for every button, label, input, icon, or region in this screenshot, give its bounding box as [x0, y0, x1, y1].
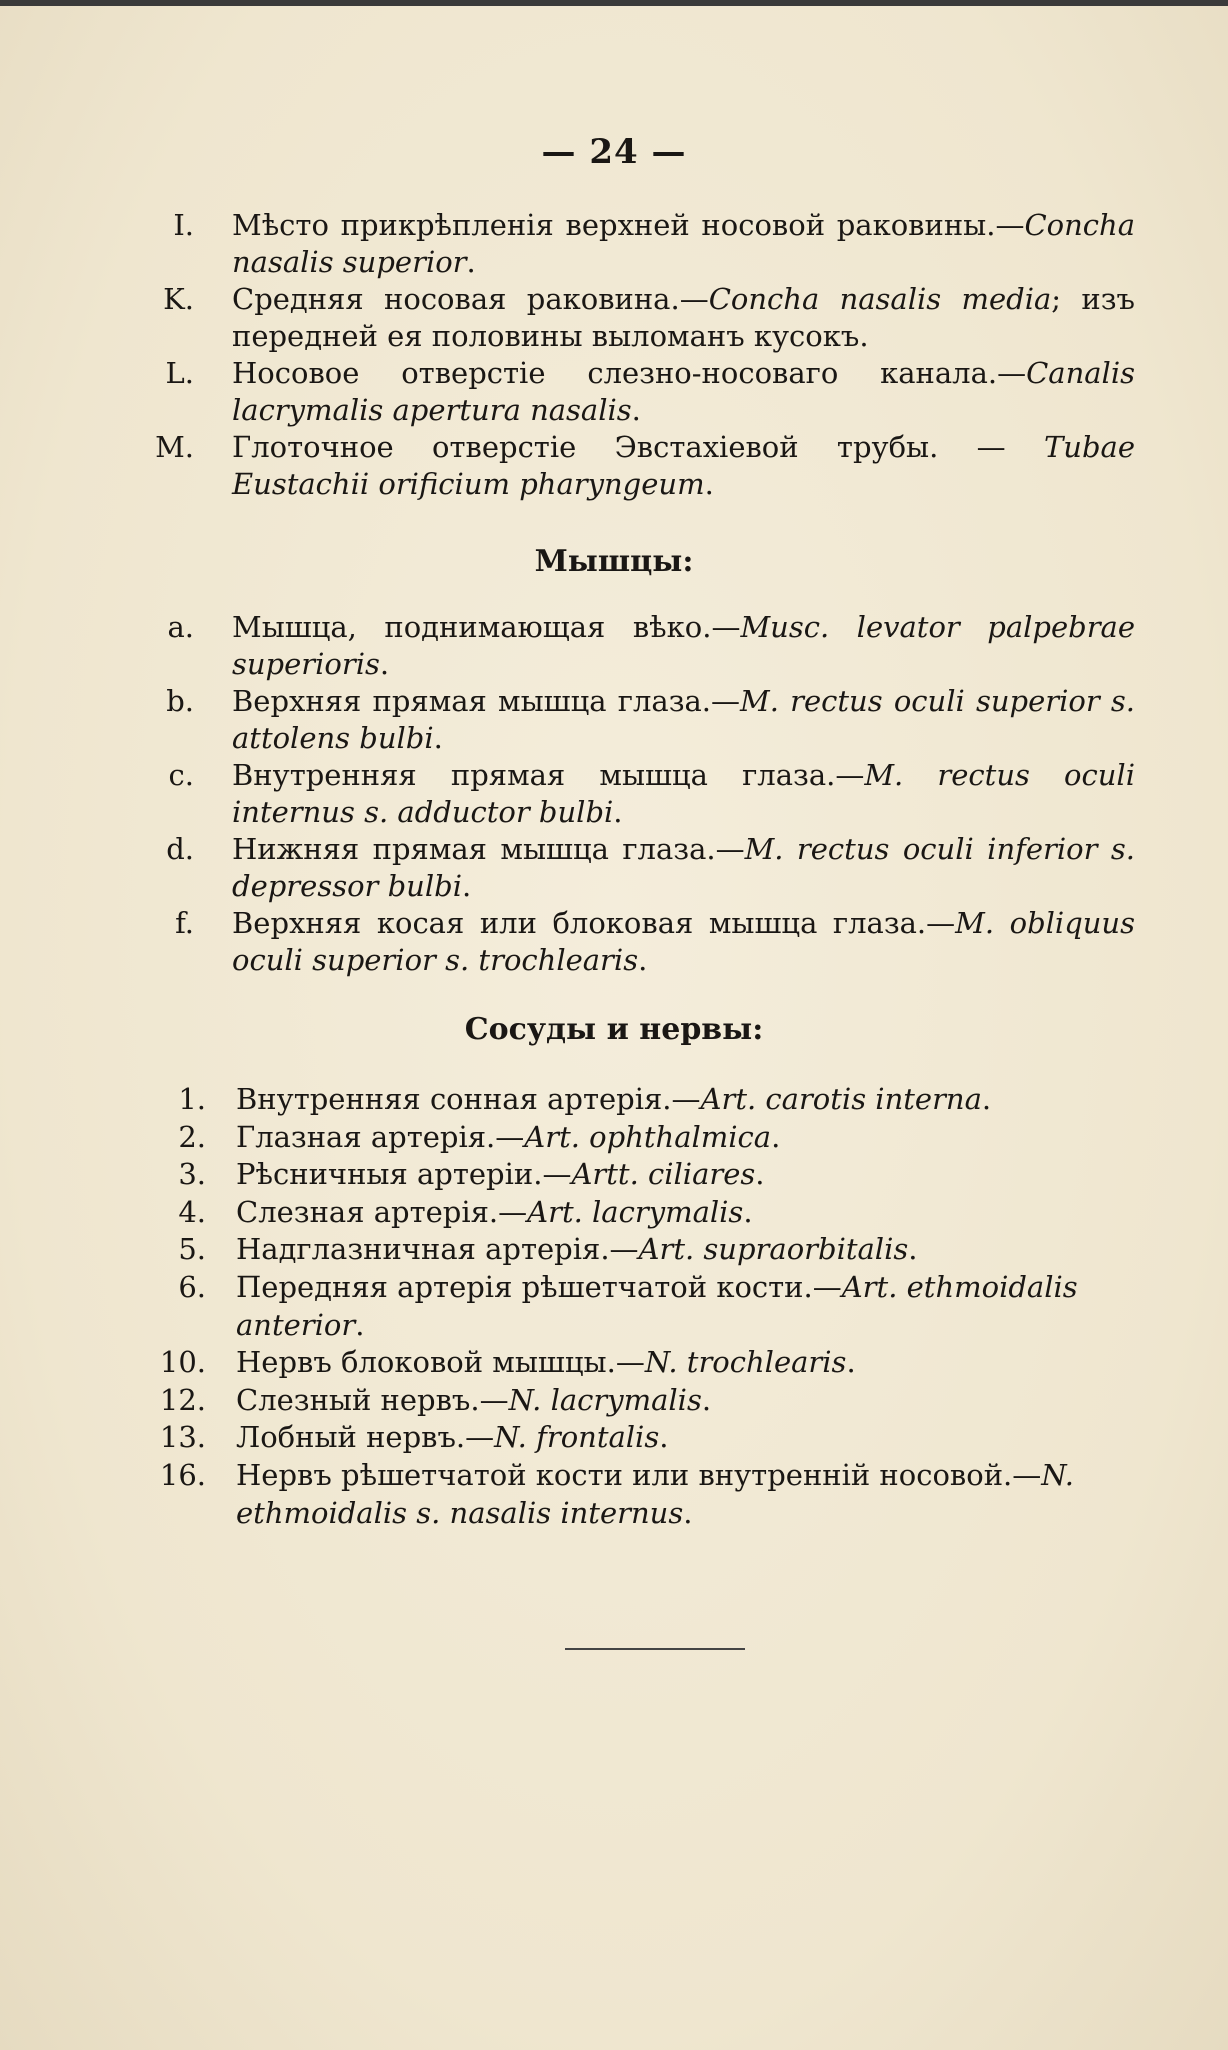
entry-text: [236, 1119, 1135, 1157]
entry-label: 2.: [178, 1119, 206, 1154]
entry-russian: Лобный нервъ.—: [236, 1420, 495, 1455]
entry-russian: Глазная артерія.—: [236, 1119, 525, 1154]
entry-tail: .: [981, 1082, 992, 1116]
entry-tail: .: [908, 1232, 918, 1267]
entry-label: 1.: [178, 1082, 206, 1116]
letter_entries-item: [150, 429, 1135, 503]
entry-text: [236, 1457, 1135, 1532]
entry-russian: Нервъ рѣшетчатой кости или внутренній носовой.—: [236, 1457, 1042, 1492]
entry-latin: Canalis lacrymalis apertura nasalis: [232, 356, 1135, 427]
entry-label: I.: [173, 208, 194, 242]
entry-text: [232, 355, 1135, 429]
entry-label: 4.: [178, 1194, 206, 1229]
entry-latin: Art. carotis interna: [700, 1082, 982, 1116]
vessels-item: [140, 1344, 1135, 1382]
entry-russian: Мѣсто прикрѣпленія верхней носовой раковины.—: [232, 208, 1025, 242]
vessels-item: [140, 1269, 1135, 1344]
vessels-item: [140, 1382, 1135, 1420]
entry-label: 5.: [178, 1232, 206, 1267]
entry-tail: .: [433, 721, 443, 755]
entry-tail: .: [704, 467, 714, 501]
entry-russian: Средняя носовая раковина.—: [232, 282, 709, 316]
entry-label: 16.: [159, 1457, 206, 1492]
entry-tail: .: [613, 795, 623, 829]
entry-russian: Глоточное отверстіе Эвстахіевой трубы. —: [232, 430, 1044, 464]
entry-russian: Нижняя прямая мышца глаза.—: [232, 832, 745, 866]
entry-latin: Art. ethmoidalis anterior: [236, 1269, 1078, 1342]
entry-russian: Внутренняя прямая мышца глаза.—: [232, 758, 865, 792]
letter_entries-item: [150, 207, 1135, 281]
vessels-heading: Сосуды и нервы:: [464, 1012, 764, 1047]
entry-label: f.: [175, 906, 194, 940]
entry-tail: .: [846, 1345, 856, 1380]
muscles-item: [150, 757, 1135, 831]
entry-label: 6.: [178, 1269, 206, 1304]
entry-russian: Передняя артерія рѣшетчатой кости.—: [236, 1269, 842, 1304]
entry-text: [232, 831, 1135, 905]
entry-latin: N. trochlearis: [644, 1345, 847, 1380]
entry-tail: .: [755, 1157, 765, 1192]
entry-text: [232, 281, 1135, 355]
entry-russian: Слезная артерія.—: [236, 1194, 528, 1229]
entry-russian: Рѣсничныя артеріи.—: [236, 1157, 572, 1192]
muscles-item: [150, 831, 1135, 905]
entry-tail: .: [638, 943, 648, 977]
entry-label: d.: [166, 832, 194, 866]
entry-latin: N. frontalis: [494, 1420, 660, 1455]
entry-tail: .: [379, 647, 390, 681]
entry-label: 10.: [159, 1345, 206, 1380]
entry-russian: Надглазничная артерія.—: [236, 1232, 639, 1267]
muscles-item: [150, 609, 1135, 683]
letter_entries-item: [150, 355, 1135, 429]
entry-text: [232, 757, 1135, 831]
entry-russian: Мышца, поднимающая вѣко.—: [232, 610, 741, 644]
entry-label: 3.: [178, 1157, 206, 1192]
entry-russian: Верхняя косая или блоковая мышца глаза.—: [232, 906, 956, 940]
entry-latin: M. rectus oculi superior s. attolens bulbi: [232, 684, 1135, 755]
entry-russian: Нервъ блоковой мышцы.—: [236, 1345, 645, 1380]
entry-russian: Верхняя прямая мышца глаза.—: [232, 684, 741, 718]
letter-entries: [150, 207, 1135, 503]
entry-label: a.: [167, 610, 194, 644]
entry-russian: Слезный нервъ.—: [236, 1382, 509, 1417]
end-rule: [565, 1648, 745, 1650]
vessels-item: [140, 1194, 1135, 1232]
entry-label: L.: [165, 356, 194, 390]
entry-label: c.: [168, 758, 194, 792]
entry-text: [236, 1081, 1135, 1119]
entry-text: [236, 1382, 1135, 1420]
entry-label: 12.: [159, 1382, 206, 1417]
entry-latin: M. rectus oculi inferior s. depressor bulbi: [232, 832, 1135, 903]
muscles-item: [150, 683, 1135, 757]
page-number: — 24 —: [541, 132, 687, 172]
entry-latin: Art. supraorbitalis: [638, 1232, 909, 1267]
entry-tail: ; изъ передней ея половины выломанъ кусокъ.: [232, 282, 1135, 353]
entry-tail: .: [355, 1307, 365, 1342]
entry-text: [232, 429, 1135, 503]
entry-tail: .: [743, 1194, 753, 1229]
entry-tail: .: [771, 1119, 781, 1154]
entry-text: [236, 1419, 1135, 1457]
entry-tail: .: [631, 393, 641, 427]
entry-latin: M. obliquus oculi superior s. trochlearis: [232, 906, 1135, 977]
entry-russian: Носовое отверстіе слезно-носоваго канала.—: [232, 356, 1027, 390]
entry-tail: .: [683, 1495, 693, 1530]
entry-latin: N. lacrymalis: [508, 1382, 702, 1417]
vessels-item: [140, 1231, 1135, 1269]
entry-latin: Art. lacrymalis: [527, 1194, 744, 1229]
entry-tail: .: [466, 245, 476, 279]
entry-latin: M. rectus oculi internus s. adductor bulbi: [232, 758, 1135, 829]
muscle-entries: [150, 609, 1135, 979]
entry-text: [236, 1344, 1135, 1382]
entry-latin: Art. ophthalmica: [524, 1119, 772, 1154]
muscles-heading: Мышцы:: [534, 544, 694, 579]
letter_entries-item: [150, 281, 1135, 355]
entry-label: M.: [155, 430, 194, 464]
entry-latin: Concha nasalis superior: [232, 208, 1135, 279]
vessel-entries: [140, 1081, 1135, 1532]
vessels-item: [140, 1419, 1135, 1457]
entry-text: [236, 1194, 1135, 1232]
entry-tail: .: [461, 869, 472, 903]
entry-text: [232, 683, 1135, 757]
entry-label: K.: [163, 282, 194, 316]
entry-latin: Concha nasalis media: [708, 282, 1052, 316]
vessels-item: [140, 1119, 1135, 1157]
entry-text: [232, 905, 1135, 979]
entry-latin: Tubae Eustachii orificium pharyngeum: [232, 430, 1135, 501]
entry-text: [236, 1231, 1135, 1269]
vessels-item: [140, 1457, 1135, 1532]
entry-tail: .: [659, 1420, 669, 1455]
entry-latin: Musc. levator palpebrae superioris: [232, 610, 1136, 681]
entry-text: [236, 1156, 1135, 1194]
entry-label: b.: [166, 684, 194, 718]
entry-text: [232, 609, 1135, 683]
top-border: [0, 0, 1228, 6]
entry-text: [236, 1269, 1135, 1344]
entry-label: 13.: [159, 1420, 206, 1455]
entry-text: [232, 207, 1135, 281]
entry-latin: Artt. ciliares: [571, 1157, 756, 1192]
entry-latin: N. ethmoidalis s. nasalis internus: [236, 1457, 1074, 1530]
vessels-item: [140, 1081, 1135, 1119]
entry-tail: .: [701, 1382, 712, 1417]
muscles-item: [150, 905, 1135, 979]
vessels-item: [140, 1156, 1135, 1194]
entry-russian: Внутренняя сонная артерія.—: [236, 1082, 701, 1116]
